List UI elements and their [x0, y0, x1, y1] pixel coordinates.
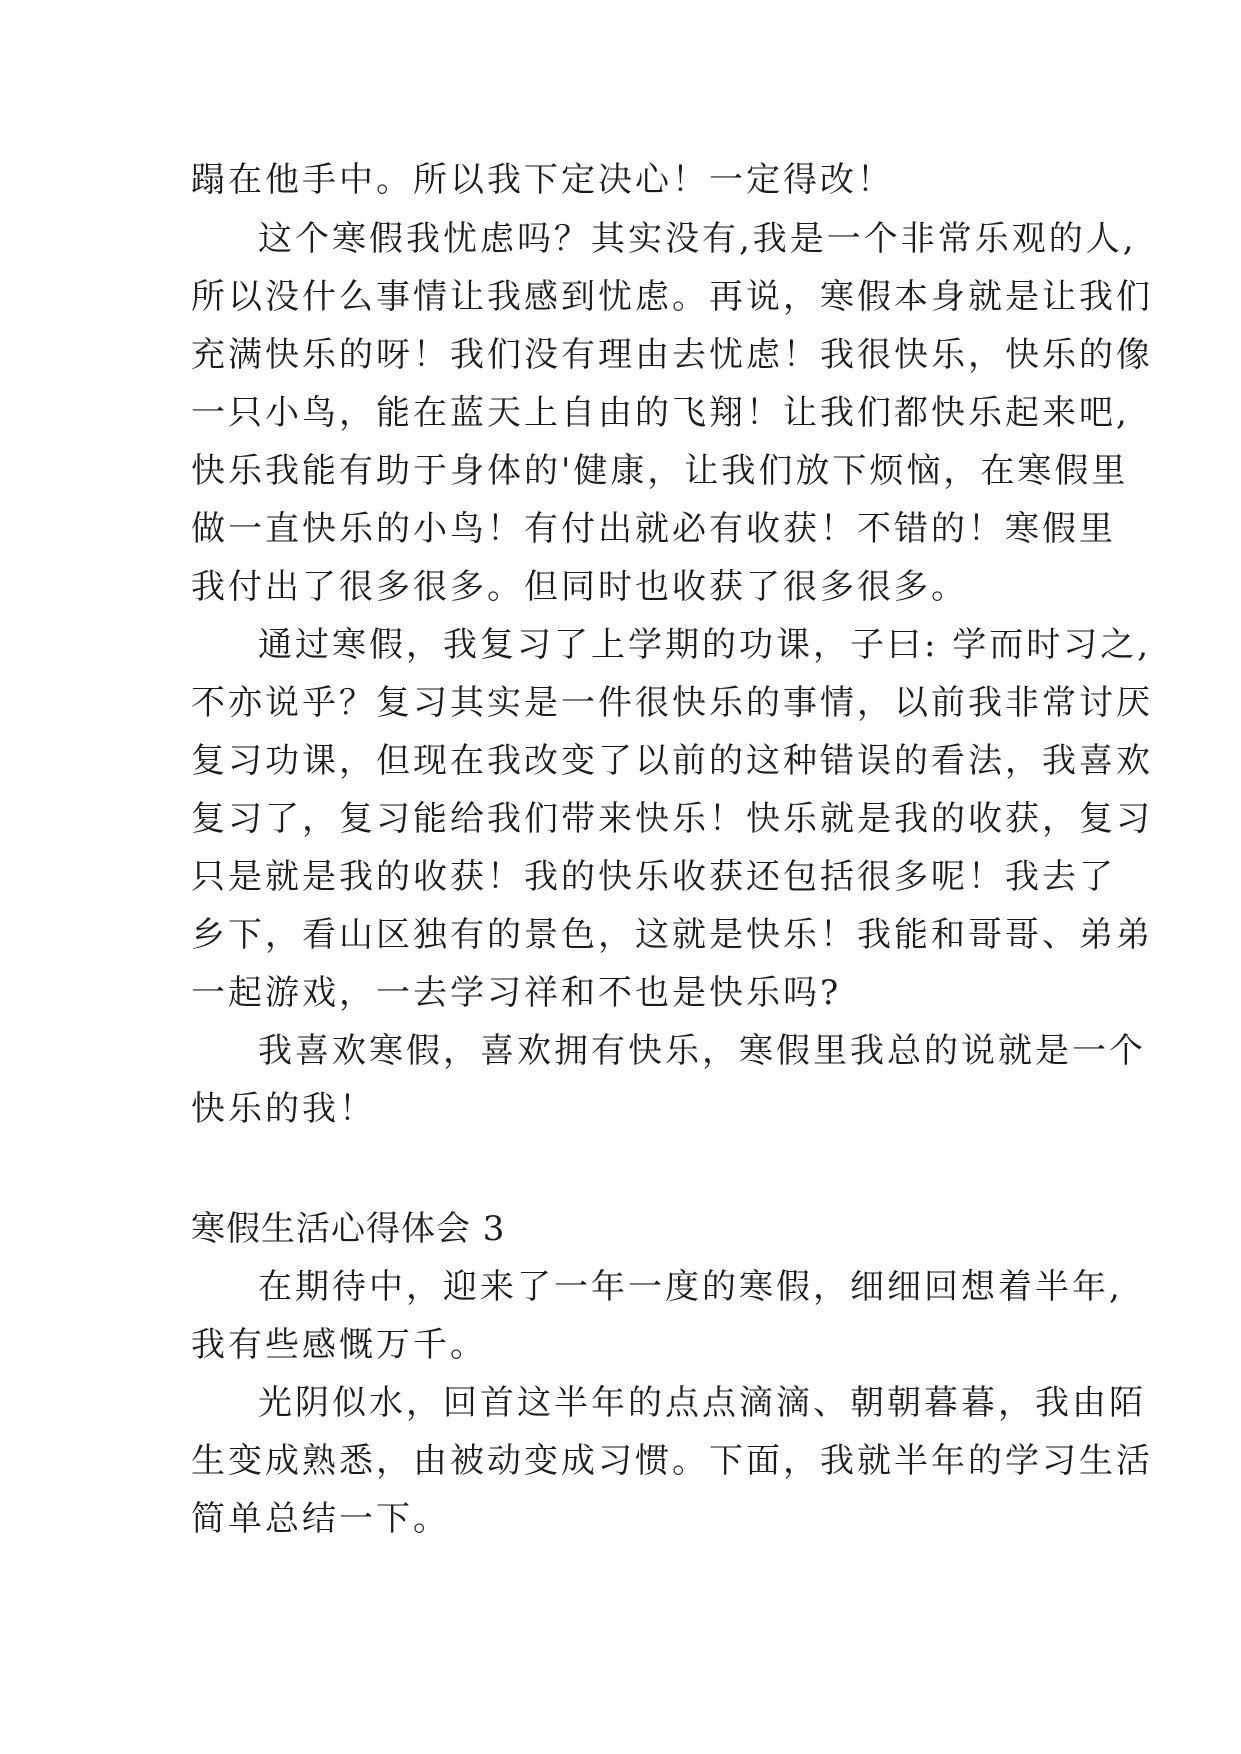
paragraph-line: 复习了，复习能给我们带来快乐！快乐就是我的收获，复习 — [191, 799, 1153, 839]
paragraph-line: 做一直快乐的小鸟！有付出就必有收获！不错的！寒假里 — [191, 509, 1116, 549]
paragraph-line: 快乐的我！ — [191, 1089, 376, 1129]
paragraph-line: 只是就是我的收获！我的快乐收获还包括很多呢！我去了 — [191, 857, 1116, 897]
paragraph-line: 生变成熟悉，由被动变成习惯。下面，我就半年的学习生活 — [191, 1441, 1153, 1481]
paragraph-line: 所以没什么事情让我感到忧虑。再说，寒假本身就是让我们 — [191, 277, 1153, 317]
paragraph-line: 我喜欢寒假，喜欢拥有快乐，寒假里我总的说就是一个 — [258, 1031, 1146, 1071]
paragraph-line: 通过寒假，我复习了上学期的功课，子曰: 学而时习之, — [258, 625, 1152, 665]
paragraph-line: 我有些感慨万千。 — [191, 1325, 487, 1365]
paragraph-line: 乡下，看山区独有的景色，这就是快乐！我能和哥哥、弟弟 — [191, 915, 1153, 955]
paragraph-line: 充满快乐的呀！我们没有理由去忧虑！我很快乐，快乐的像 — [191, 335, 1153, 375]
paragraph-line: 光阴似水，回首这半年的点点滴滴、朝朝暮暮，我由陌 — [258, 1383, 1146, 1423]
paragraph-line: 一起游戏，一去学习祥和不也是快乐吗? — [191, 973, 842, 1013]
paragraph-line: 复习功课，但现在我改变了以前的这种错误的看法，我喜欢 — [191, 741, 1153, 781]
paragraph-line: 一只小鸟，能在蓝天上自由的飞翔！让我们都快乐起来吧, — [191, 393, 1130, 433]
paragraph-line: 快乐我能有助于身体的'健康，让我们放下烦恼，在寒假里 — [191, 451, 1129, 491]
paragraph-line: 在期待中，迎来了一年一度的寒假，细细回想着半年, — [258, 1267, 1123, 1307]
paragraph-line: 这个寒假我忧虑吗？其实没有,我是一个非常乐观的人, — [258, 219, 1137, 259]
paragraph-line: 不亦说乎？复习其实是一件很快乐的事情，以前我非常讨厌 — [191, 683, 1153, 723]
paragraph-line: 我付出了很多很多。但同时也收获了很多很多。 — [191, 567, 968, 607]
paragraph-line: 简单总结一下。 — [191, 1499, 450, 1539]
section-heading: 寒假生活心得体会 3 — [191, 1209, 506, 1249]
paragraph-line: 蹋在他手中。所以我下定决心！一定得改！ — [191, 160, 894, 200]
